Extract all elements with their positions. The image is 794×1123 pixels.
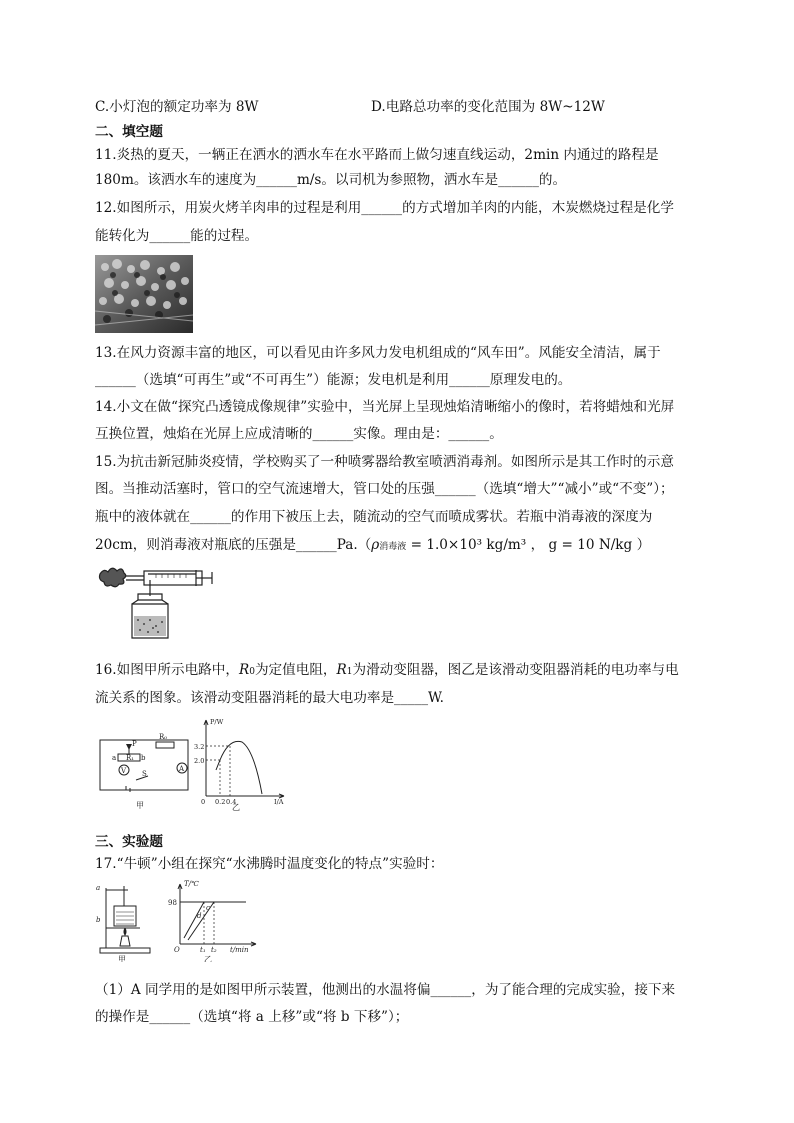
- label-r0: R₀: [159, 733, 168, 741]
- q13-line1: 13.在风力资源丰富的地区，可以看见由许多风力发电机组成的“风车田”。风能安全清洁，属于: [95, 345, 661, 361]
- q17-figure: [96, 878, 266, 962]
- q16-line1-text-c: 为滑动变阻器，图乙是该滑动变阻器消耗的电功率与电: [352, 662, 679, 678]
- label-a: a: [112, 754, 117, 762]
- label-point-b: b: [96, 916, 101, 924]
- q13-line2: ______（选填“可再生”或“不可再生”）能源；发电机是利用______原理发电的。: [95, 372, 572, 388]
- figure-jia-label: 甲: [136, 801, 144, 810]
- kebab-photo: [95, 255, 193, 333]
- q11-line1: 11.炎热的夏天，一辆正在洒水的洒水车在水平路而上做匀速直线运动，2min 内通过的路程是: [95, 147, 659, 163]
- figure-jia-label: 甲: [118, 955, 126, 962]
- q12-line1: 12.如图所示，用炭火烤羊肉串的过程是利用______的方式增加羊肉的内能，木炭燃烧过程是化学: [95, 200, 674, 216]
- q16-line1: [95, 660, 679, 682]
- label-r1: R₁: [126, 754, 135, 762]
- q15-line4-constants: = 1.0×10³ kg/m³ ， g = 10 N/kg ）: [406, 537, 651, 553]
- graph-origin: 0: [201, 798, 206, 806]
- graph-y-axis-label: P/W: [210, 718, 224, 726]
- q15-line4-text: 20cm，则消毒液对瓶底的压强是______Pa.（: [95, 537, 372, 553]
- graph-x-tick-2: 0.4: [226, 798, 237, 806]
- label-b: b: [141, 754, 146, 762]
- q17-part1-line1: （1）A 同学用的是如图甲所示装置，他测出的水温将偏______，为了能合理的完成实验，接下来: [95, 982, 676, 998]
- r0-symbol: R: [238, 662, 250, 678]
- label-point-a: a: [96, 884, 101, 892]
- q10-option-c: C.小灯泡的额定功率为 8W: [95, 99, 259, 115]
- r0-subscript: 0: [249, 667, 255, 677]
- graph-x-axis-label: t/min: [230, 946, 249, 954]
- r1-symbol: R: [336, 662, 347, 678]
- sprayer-figure: [96, 560, 216, 642]
- graph-y-axis-label: T/℃: [184, 880, 199, 888]
- graph-curve-c: c: [206, 904, 210, 912]
- q10-option-d: D.电路总功率的变化范围为 8W~12W: [371, 99, 605, 115]
- q15-line2: 图。当推动活塞时，管口的空气流速增大，管口处的压强______（选填“增大”“减小”或“不变”）；: [95, 481, 674, 497]
- q16-line1-text-a: 16.如图甲所示电路中，: [95, 662, 239, 678]
- graph-origin: O: [174, 946, 180, 954]
- r1-subscript: 1: [346, 667, 353, 677]
- rho-subscript: 消毒液: [379, 542, 407, 552]
- ammeter-label: A: [179, 765, 185, 773]
- voltmeter-label: V: [121, 767, 127, 775]
- graph-y-tick-2: 2.0: [194, 757, 205, 765]
- switch-label: S: [142, 770, 147, 778]
- graph-x-axis-label: I/A: [274, 798, 284, 806]
- figure-yi-label: 乙: [232, 803, 240, 812]
- q15-line1: 15.为抗击新冠肺炎疫情，学校购买了一种喷雾器给教室喷洒消毒剂。如图所示是其工作时的示意: [95, 454, 674, 470]
- graph-y-value: 98: [168, 899, 177, 907]
- q16-line2: 流关系的图象。该滑动变阻器消耗的最大电功率是_____W.: [95, 690, 444, 706]
- q17-line1: 17.“牛顿”小组在探究“水沸腾时温度变化的特点”实验时：: [95, 856, 444, 872]
- section-title-fill-blank: 二、填空题: [95, 124, 163, 140]
- graph-t1: t₁: [200, 946, 206, 954]
- label-slider-p: P: [132, 740, 137, 748]
- graph-y-tick-1: 3.2: [194, 743, 205, 751]
- q12-line2: 能转化为______能的过程。: [95, 228, 259, 244]
- graph-curve-d: d: [197, 912, 202, 920]
- q11-line2: 180m。该洒水车的速度为______m/s。以司机为参照物，洒水车是______的。: [95, 172, 567, 188]
- q14-line2: 互换位置，烛焰在光屏上应成清晰的______实像。理由是：______。: [95, 426, 503, 442]
- q15-line4: [95, 535, 650, 557]
- q16-line1-text-b: 为定值电阻，: [254, 662, 337, 678]
- section-title-experiment: 三、实验题: [95, 834, 163, 850]
- q14-line1: 14.小文在做“探究凸透镜成像规律”实验中，当光屏上呈现烛焰清晰缩小的像时，若将蜡烛和光屏: [95, 399, 675, 415]
- q15-line3: 瓶中的液体就在______的作用下被压上去，随流动的空气而喷成雾状。若瓶中消毒液的深度为: [95, 509, 653, 525]
- graph-t2: t₂: [211, 946, 217, 954]
- q17-part1-line2: 的操作是______（选填“将 a 上移”或“将 b 下移”）；: [95, 1009, 409, 1025]
- graph-x-tick-1: 0.2: [215, 798, 226, 806]
- figure-yi-label: 乙: [204, 955, 212, 962]
- q16-figure: [96, 716, 292, 812]
- rho-symbol: ρ: [371, 537, 380, 553]
